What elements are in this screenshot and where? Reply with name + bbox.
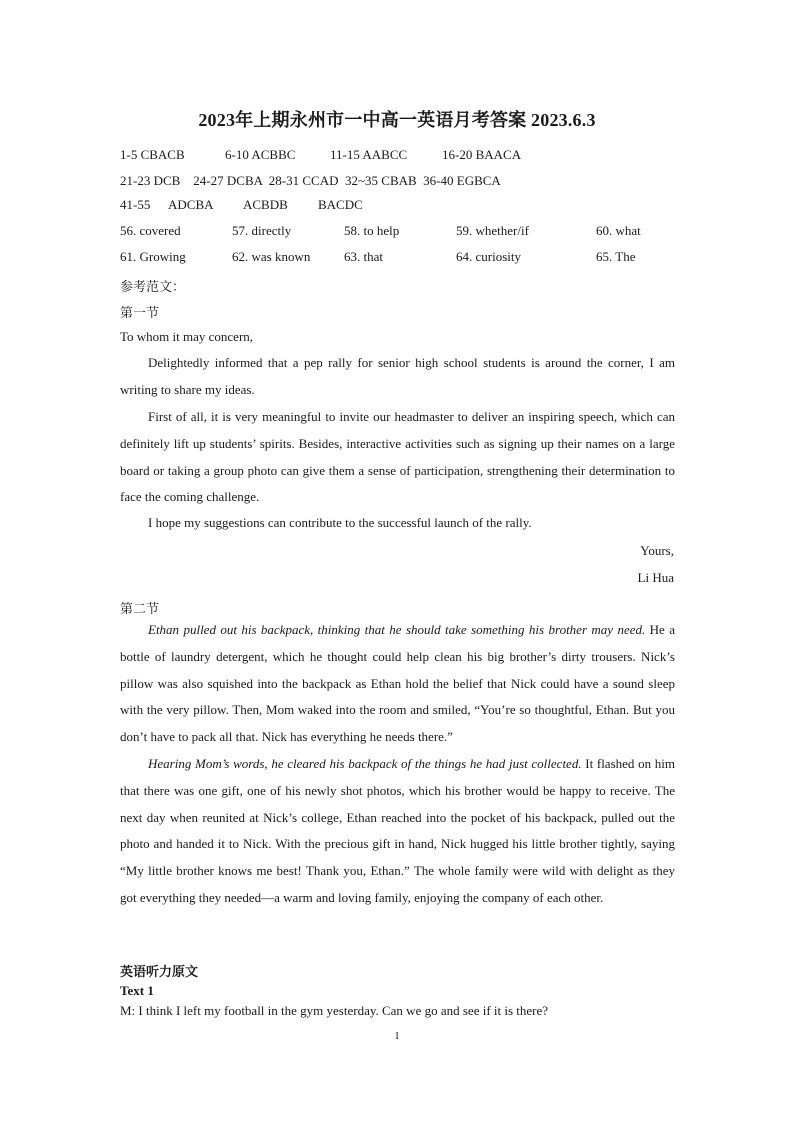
story-continuation-2: It flashed on him that there was one gift, one of his newly shot photos, which his brother would be happy to receive. The next day when reunited at Nick’s college, Ethan reached into the pocket of his backpack, pulled out the photo and handed it to Nick. With the precious gift in hand, Nick hugged his little brother tightly, saying “My little brother knows me best! Thank you, Ethan.” The whole family were wild with delight as they got everything they needed—a warm and loving family, enjoying the company of each other. [120,756,675,905]
page-number: 1 [394,1030,400,1042]
letter-paragraph-3: I hope my suggestions can contribute to the successful launch of the rally. [148,515,532,530]
story-given-sentence-2: Hearing Mom’s words, he cleared his backpack of the things he had just collected. [148,756,582,771]
answer-item: 60. what [596,223,641,238]
answer-group: BACDC [318,197,363,212]
letter-greeting: To whom it may concern, [120,329,254,344]
answer-row-5 [120,249,680,265]
sample-essay-label: 参考范文： [120,279,186,294]
answer-row-1 [120,147,680,163]
answer-item: 63. that [344,249,383,264]
letter-paragraph-1: Delightedly informed that a pep rally for senior high school students is around the corner, I am writing to share my ideas. [120,355,675,397]
story-given-sentence-1: Ethan pulled out his backpack, thinking that he should take something his brother may need. [148,622,646,637]
answer-group: 16-20 BAACA [442,147,522,162]
document-title: 2023年上期永州市一中高一英语月考答案 2023.6.3 [198,110,596,130]
answer-item: 58. to help [344,223,400,238]
answer-row-4 [120,223,680,239]
answer-group: 1-5 CBACB [120,147,185,162]
letter-signature: Li Hua [637,570,674,585]
answer-item: 64. curiosity [456,249,521,264]
listening-heading: 英语听力原文 [120,964,199,979]
section-2-label: 第二节 [120,601,160,616]
answer-item: 65. The [596,249,636,264]
text-1-line: M: I think I left my football in the gym yesterday. Can we go and see if it is there? [120,1003,549,1018]
answer-row-3 [120,197,680,213]
story-continuation-1: He a bottle of laundry detergent, which he thought could help clean his big brother’s dirty trousers. Nick’s pillow was also squished into the backpack as Ethan hold the belief that Nick could have a sound sleep with the very pillow. Then, Mom waked into the room and smiled, “You’re so thoughtful, Ethan. But you don’t have to pack all that. Nick has everything he needs there.” [120,622,675,745]
answer-group: 41-55 [120,197,151,212]
answer-group: ACBDB [243,197,288,212]
answer-item: 57. directly [232,223,292,238]
answer-group: ADCBA [168,197,214,212]
letter-closing: Yours, [640,543,674,558]
story-paragraph-1 [120,617,675,751]
answer-group: 6-10 ACBBC [225,147,296,162]
story-paragraph-2 [120,751,675,912]
answer-item: 56. covered [120,223,181,238]
answer-item: 61. Growing [120,249,186,264]
answer-item: 59. whether/if [456,223,529,238]
answer-row-2: 21-23 DCB 24-27 DCBA 28-31 CCAD 32~35 CBAB 36-40 EGBCA [120,173,501,188]
section-1-label: 第一节 [120,305,160,320]
letter-paragraph-2: First of all, it is very meaningful to invite our headmaster to deliver an inspiring speech, which can definitely lift up students’ spirits. Besides, interactive activities such as signing up their names on a large board or taking a group photo can give them a sense of participation, strengthening their determination to face the coming challenge. [120,409,675,505]
text-1-label: Text 1 [120,983,154,998]
answer-item: 62. was known [232,249,311,264]
answer-group: 11-15 AABCC [330,147,408,162]
